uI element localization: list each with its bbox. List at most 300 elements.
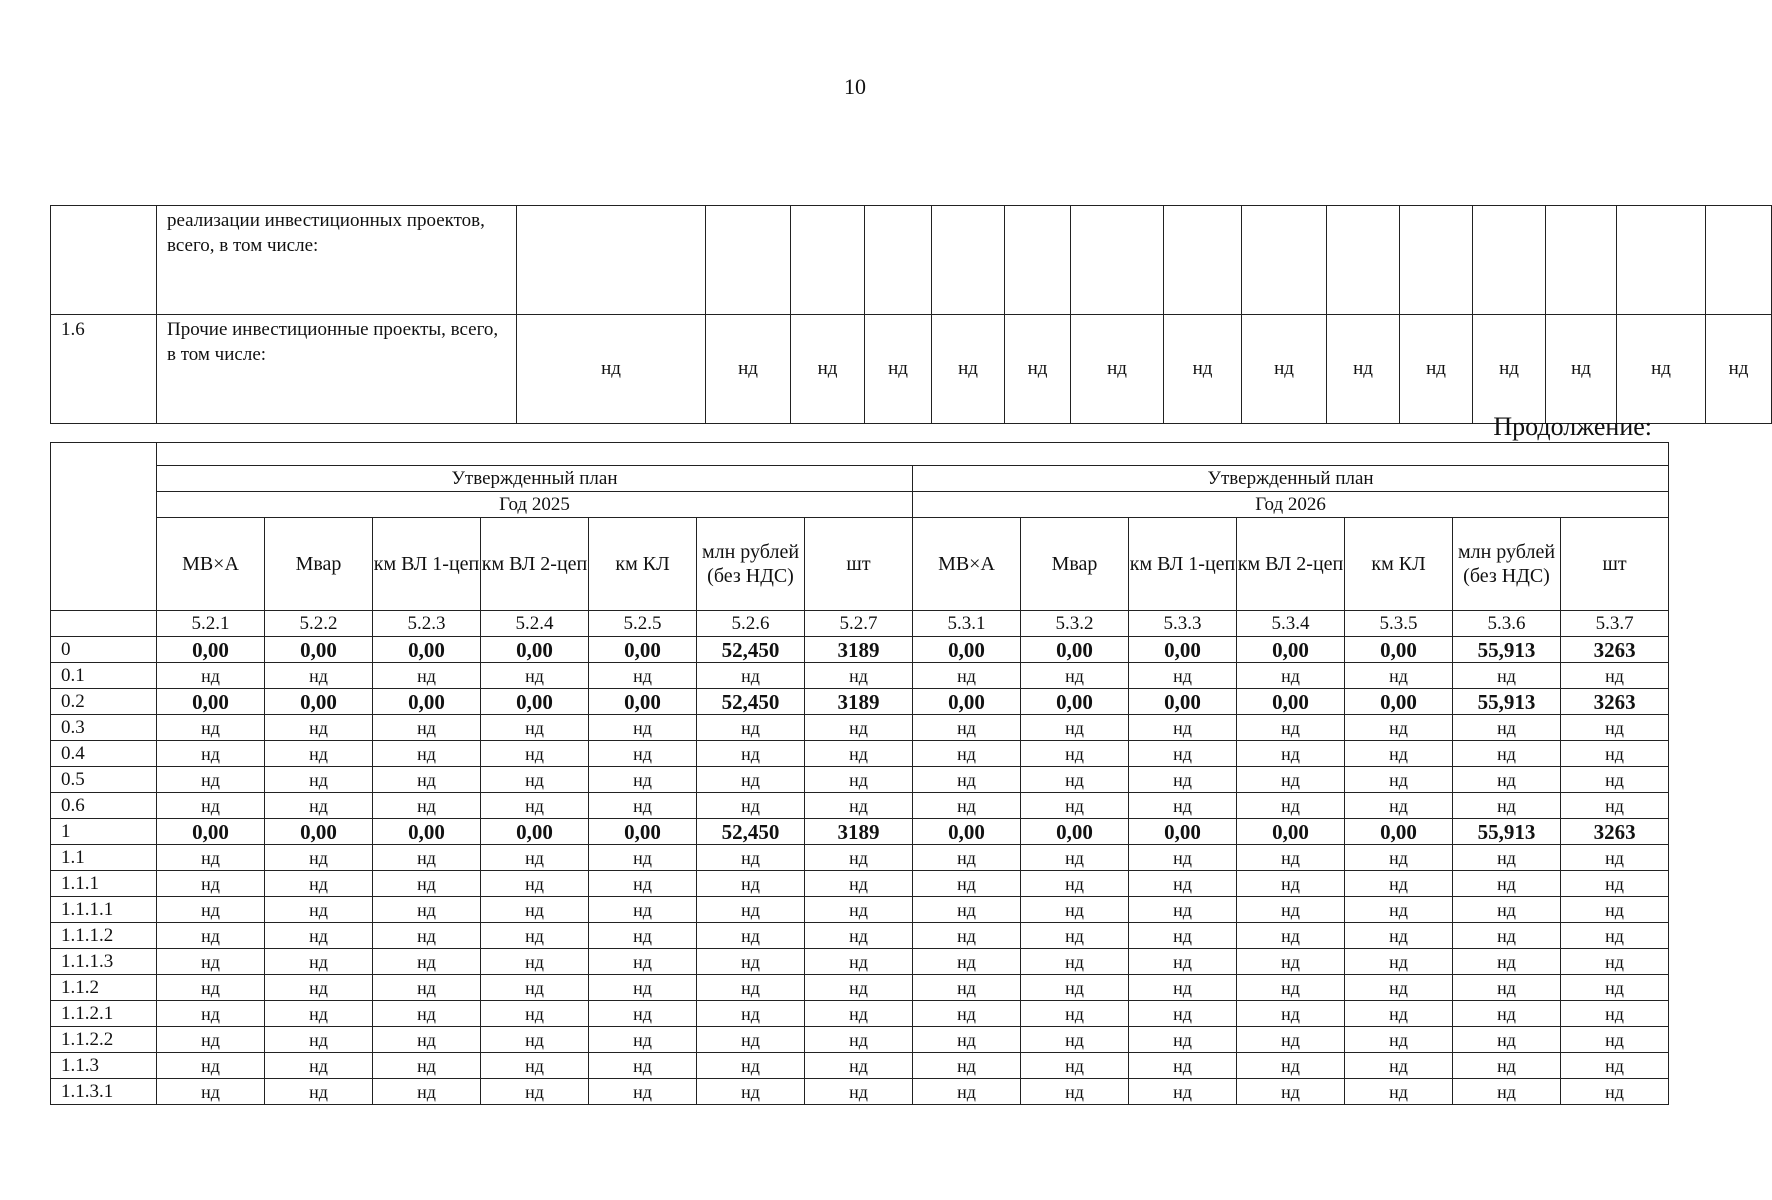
row-label: 1.1.1.2 xyxy=(51,923,157,949)
cell-value: нд xyxy=(805,1079,913,1105)
cell-value: нд xyxy=(589,1001,697,1027)
row-label: 1.1.2 xyxy=(51,975,157,1001)
top-row-value xyxy=(1617,206,1706,315)
top-row-number xyxy=(51,206,157,315)
cell-value: 0,00 xyxy=(265,637,373,663)
cell-value: 0,00 xyxy=(481,689,589,715)
table-row xyxy=(51,767,1669,793)
cell-value: нд xyxy=(1561,871,1669,897)
top-row-value xyxy=(932,206,1005,315)
cell-value: нд xyxy=(589,663,697,689)
top-row-value: нд xyxy=(1617,315,1706,424)
cell-value: нд xyxy=(913,1027,1021,1053)
row-label: 0.1 xyxy=(51,663,157,689)
cell-value: нд xyxy=(1129,845,1237,871)
cell-value: нд xyxy=(481,975,589,1001)
cell-value: нд xyxy=(1345,715,1453,741)
table-row xyxy=(51,897,1669,923)
cell-value: нд xyxy=(913,975,1021,1001)
top-row-value xyxy=(1400,206,1473,315)
cell-value: нд xyxy=(1561,845,1669,871)
cell-value: нд xyxy=(265,741,373,767)
cell-value: нд xyxy=(805,897,913,923)
cell-value: нд xyxy=(913,871,1021,897)
cell-value: нд xyxy=(697,663,805,689)
cell-value: нд xyxy=(157,949,265,975)
row-label: 1.1.2.1 xyxy=(51,1001,157,1027)
column-code: 5.2.7 xyxy=(805,611,913,637)
cell-value: нд xyxy=(913,715,1021,741)
cell-value: нд xyxy=(1345,1053,1453,1079)
cell-value: нд xyxy=(157,767,265,793)
table-row xyxy=(51,975,1669,1001)
cell-value: нд xyxy=(1129,897,1237,923)
cell-value: нд xyxy=(373,715,481,741)
top-row-value xyxy=(1164,206,1242,315)
cell-value: нд xyxy=(1129,793,1237,819)
cell-value: нд xyxy=(1345,975,1453,1001)
cell-value: нд xyxy=(913,949,1021,975)
top-row-number: 1.6 xyxy=(51,315,157,424)
cell-value: нд xyxy=(157,715,265,741)
cell-value: нд xyxy=(805,715,913,741)
table-row xyxy=(51,949,1669,975)
cell-value: нд xyxy=(265,1053,373,1079)
table-row xyxy=(51,845,1669,871)
cell-value: нд xyxy=(589,793,697,819)
column-code: 5.2.6 xyxy=(697,611,805,637)
top-row-value: нд xyxy=(1164,315,1242,424)
table-row xyxy=(51,819,1669,845)
top-row-description: реализации инвестиционных проектов, всего, в том числе: xyxy=(157,206,517,315)
top-table xyxy=(50,205,1772,424)
cell-value: нд xyxy=(589,1053,697,1079)
cell-value: нд xyxy=(1021,923,1129,949)
cell-value: нд xyxy=(1237,715,1345,741)
column-code: 5.2.1 xyxy=(157,611,265,637)
cell-value: нд xyxy=(1561,1027,1669,1053)
column-code: 5.3.7 xyxy=(1561,611,1669,637)
column-code: 5.3.6 xyxy=(1453,611,1561,637)
cell-value: 3189 xyxy=(805,819,913,845)
top-row-value: нд xyxy=(1706,315,1772,424)
cell-value: нд xyxy=(1021,741,1129,767)
cell-value: 0,00 xyxy=(1237,689,1345,715)
cell-value: нд xyxy=(1345,923,1453,949)
cell-value: нд xyxy=(697,923,805,949)
cell-value: нд xyxy=(1021,1027,1129,1053)
cell-value: 3263 xyxy=(1561,819,1669,845)
cell-value: нд xyxy=(913,897,1021,923)
cell-value: нд xyxy=(1021,975,1129,1001)
top-row-value xyxy=(1706,206,1772,315)
row-label-header xyxy=(51,443,157,611)
blank-header-cell xyxy=(157,443,1669,466)
cell-value: нд xyxy=(157,871,265,897)
cell-value: нд xyxy=(1345,845,1453,871)
cell-value: 3263 xyxy=(1561,637,1669,663)
codes-row xyxy=(51,611,1669,637)
cell-value: нд xyxy=(265,845,373,871)
cell-value: 0,00 xyxy=(1129,689,1237,715)
unit-header: км ВЛ 2-цеп xyxy=(481,518,589,611)
cell-value: нд xyxy=(373,871,481,897)
cell-value: нд xyxy=(373,923,481,949)
cell-value: 0,00 xyxy=(1345,689,1453,715)
cell-value: нд xyxy=(1453,897,1561,923)
cell-value: нд xyxy=(913,1053,1021,1079)
table-row xyxy=(51,793,1669,819)
row-label: 0.3 xyxy=(51,715,157,741)
cell-value: нд xyxy=(265,1027,373,1053)
cell-value: нд xyxy=(697,1053,805,1079)
unit-header: км ВЛ 2-цеп xyxy=(1237,518,1345,611)
cell-value: нд xyxy=(481,793,589,819)
cell-value: нд xyxy=(1129,871,1237,897)
cell-value: нд xyxy=(1453,975,1561,1001)
top-row-value xyxy=(1473,206,1546,315)
cell-value: нд xyxy=(1237,975,1345,1001)
cell-value: нд xyxy=(913,663,1021,689)
column-code: 5.2.2 xyxy=(265,611,373,637)
cell-value: нд xyxy=(373,845,481,871)
cell-value: нд xyxy=(1129,949,1237,975)
plan-header-2026: Утвержденный план xyxy=(913,466,1669,492)
cell-value: нд xyxy=(1237,793,1345,819)
top-row-value: нд xyxy=(1242,315,1327,424)
cell-value: нд xyxy=(805,923,913,949)
cell-value: нд xyxy=(805,767,913,793)
cell-value: нд xyxy=(1453,923,1561,949)
cell-value: нд xyxy=(805,871,913,897)
row-label: 0.6 xyxy=(51,793,157,819)
cell-value: нд xyxy=(157,1001,265,1027)
cell-value: нд xyxy=(1345,897,1453,923)
cell-value: 0,00 xyxy=(1129,819,1237,845)
cell-value: нд xyxy=(1453,871,1561,897)
unit-header: Мвар xyxy=(265,518,373,611)
row-label: 1.1.1.3 xyxy=(51,949,157,975)
cell-value: нд xyxy=(805,663,913,689)
column-code: 5.3.4 xyxy=(1237,611,1345,637)
cell-value: нд xyxy=(1561,1001,1669,1027)
row-label: 0.5 xyxy=(51,767,157,793)
cell-value: нд xyxy=(1345,1001,1453,1027)
cell-value: нд xyxy=(1129,767,1237,793)
top-row-value xyxy=(865,206,932,315)
cell-value: нд xyxy=(481,949,589,975)
cell-value: нд xyxy=(1237,897,1345,923)
year-header-2026: Год 2026 xyxy=(913,492,1669,518)
cell-value: 55,913 xyxy=(1453,819,1561,845)
cell-value: нд xyxy=(373,1053,481,1079)
cell-value: нд xyxy=(1129,1053,1237,1079)
column-code: 5.3.2 xyxy=(1021,611,1129,637)
page-number: 10 xyxy=(844,74,866,99)
cell-value: нд xyxy=(157,897,265,923)
cell-value: 0,00 xyxy=(373,819,481,845)
cell-value: нд xyxy=(1453,1001,1561,1027)
row-label: 0.2 xyxy=(51,689,157,715)
cell-value: нд xyxy=(589,897,697,923)
unit-header: млн рублей (без НДС) xyxy=(697,518,805,611)
cell-value: нд xyxy=(1561,715,1669,741)
cell-value: нд xyxy=(373,793,481,819)
cell-value: нд xyxy=(373,949,481,975)
cell-value: 0,00 xyxy=(157,637,265,663)
cell-value: нд xyxy=(1345,1079,1453,1105)
cell-value: нд xyxy=(1561,1079,1669,1105)
cell-value: нд xyxy=(1345,1027,1453,1053)
cell-value: нд xyxy=(481,1001,589,1027)
cell-value: нд xyxy=(589,949,697,975)
cell-value: нд xyxy=(1561,949,1669,975)
cell-value: нд xyxy=(1021,845,1129,871)
unit-header: км ВЛ 1-цеп xyxy=(1129,518,1237,611)
cell-value: нд xyxy=(373,975,481,1001)
top-row-value xyxy=(1071,206,1164,315)
cell-value: нд xyxy=(913,767,1021,793)
cell-value: нд xyxy=(589,1027,697,1053)
cell-value: нд xyxy=(1561,663,1669,689)
cell-value: нд xyxy=(1237,871,1345,897)
cell-value: нд xyxy=(265,975,373,1001)
cell-value: 0,00 xyxy=(157,689,265,715)
cell-value: нд xyxy=(1453,949,1561,975)
cell-value: нд xyxy=(265,663,373,689)
top-table-row xyxy=(51,315,1772,424)
top-row-value: нд xyxy=(1473,315,1546,424)
top-row-value xyxy=(1546,206,1617,315)
cell-value: нд xyxy=(1021,949,1129,975)
cell-value: 0,00 xyxy=(1129,637,1237,663)
top-row-value: нд xyxy=(1327,315,1400,424)
row-label: 0 xyxy=(51,637,157,663)
cell-value: нд xyxy=(1345,871,1453,897)
cell-value: нд xyxy=(481,845,589,871)
top-row-value: нд xyxy=(1546,315,1617,424)
cell-value: 3263 xyxy=(1561,689,1669,715)
cell-value: нд xyxy=(697,845,805,871)
cell-value: нд xyxy=(157,923,265,949)
top-row-value: нд xyxy=(1005,315,1071,424)
cell-value: нд xyxy=(1453,845,1561,871)
cell-value: нд xyxy=(373,1001,481,1027)
cell-value: 0,00 xyxy=(913,819,1021,845)
cell-value: 0,00 xyxy=(913,637,1021,663)
cell-value: 0,00 xyxy=(589,637,697,663)
cell-value: нд xyxy=(157,1027,265,1053)
plan-header-row xyxy=(51,466,1669,492)
cell-value: нд xyxy=(589,1079,697,1105)
cell-value: 0,00 xyxy=(373,689,481,715)
cell-value: нд xyxy=(1237,1001,1345,1027)
cell-value: 0,00 xyxy=(1237,819,1345,845)
cell-value: нд xyxy=(157,845,265,871)
cell-value: 0,00 xyxy=(481,819,589,845)
cell-value: нд xyxy=(589,767,697,793)
cell-value: нд xyxy=(805,975,913,1001)
cell-value: нд xyxy=(1129,923,1237,949)
table-row xyxy=(51,1027,1669,1053)
cell-value: нд xyxy=(1237,767,1345,793)
cell-value: 0,00 xyxy=(1345,637,1453,663)
top-row-value xyxy=(1242,206,1327,315)
cell-value: нд xyxy=(1345,767,1453,793)
row-label: 1.1.3.1 xyxy=(51,1079,157,1105)
year-header-2025: Год 2025 xyxy=(157,492,913,518)
cell-value: нд xyxy=(1561,1053,1669,1079)
cell-value: нд xyxy=(805,845,913,871)
cell-value: нд xyxy=(1021,715,1129,741)
cell-value: нд xyxy=(1237,1079,1345,1105)
cell-value: нд xyxy=(1345,949,1453,975)
cell-value: нд xyxy=(1021,1079,1129,1105)
table-row xyxy=(51,689,1669,715)
cell-value: нд xyxy=(481,871,589,897)
main-table xyxy=(50,442,1669,1105)
top-row-value: нд xyxy=(517,315,706,424)
cell-value: нд xyxy=(1021,663,1129,689)
cell-value: нд xyxy=(481,741,589,767)
unit-header: км ВЛ 1-цеп xyxy=(373,518,481,611)
cell-value: нд xyxy=(1561,897,1669,923)
cell-value: нд xyxy=(1453,715,1561,741)
cell-value: нд xyxy=(265,715,373,741)
cell-value: нд xyxy=(913,1079,1021,1105)
cell-value: 0,00 xyxy=(1021,689,1129,715)
cell-value: нд xyxy=(1561,767,1669,793)
cell-value: 0,00 xyxy=(1345,819,1453,845)
unit-header: Мвар xyxy=(1021,518,1129,611)
cell-value: нд xyxy=(697,1079,805,1105)
blank-header-row xyxy=(51,443,1669,466)
cell-value: нд xyxy=(373,663,481,689)
cell-value: нд xyxy=(589,741,697,767)
cell-value: нд xyxy=(1237,949,1345,975)
cell-value: нд xyxy=(1021,1001,1129,1027)
year-header-row xyxy=(51,492,1669,518)
cell-value: нд xyxy=(1345,663,1453,689)
cell-value: 0,00 xyxy=(1021,819,1129,845)
cell-value: нд xyxy=(1129,741,1237,767)
cell-value: нд xyxy=(157,1079,265,1105)
cell-value: нд xyxy=(481,767,589,793)
cell-value: нд xyxy=(373,897,481,923)
cell-value: нд xyxy=(1129,663,1237,689)
cell-value: нд xyxy=(697,871,805,897)
cell-value: нд xyxy=(697,975,805,1001)
cell-value: нд xyxy=(697,1001,805,1027)
cell-value: нд xyxy=(481,663,589,689)
cell-value: нд xyxy=(589,871,697,897)
cell-value: нд xyxy=(157,741,265,767)
cell-value: нд xyxy=(157,663,265,689)
row-label: 1.1 xyxy=(51,845,157,871)
cell-value: нд xyxy=(1129,1079,1237,1105)
cell-value: 0,00 xyxy=(589,689,697,715)
cell-value: нд xyxy=(1237,1027,1345,1053)
cell-value: нд xyxy=(913,923,1021,949)
cell-value: нд xyxy=(157,975,265,1001)
cell-value: нд xyxy=(265,923,373,949)
column-code: 5.2.3 xyxy=(373,611,481,637)
cell-value: нд xyxy=(1129,1027,1237,1053)
top-row-value xyxy=(706,206,791,315)
table-row xyxy=(51,637,1669,663)
cell-value: нд xyxy=(265,793,373,819)
row-label: 1 xyxy=(51,819,157,845)
cell-value: нд xyxy=(265,767,373,793)
cell-value: нд xyxy=(589,845,697,871)
cell-value: нд xyxy=(1021,1053,1129,1079)
cell-value: нд xyxy=(1561,923,1669,949)
cell-value: нд xyxy=(805,949,913,975)
cell-value: 0,00 xyxy=(265,819,373,845)
cell-value: нд xyxy=(589,715,697,741)
cell-value: нд xyxy=(1021,897,1129,923)
cell-value: нд xyxy=(373,767,481,793)
cell-value: нд xyxy=(1561,975,1669,1001)
unit-header: шт xyxy=(1561,518,1669,611)
table-row xyxy=(51,1001,1669,1027)
cell-value: 0,00 xyxy=(481,637,589,663)
cell-value: нд xyxy=(1453,741,1561,767)
row-label: 1.1.2.2 xyxy=(51,1027,157,1053)
column-code: 5.3.3 xyxy=(1129,611,1237,637)
cell-value: нд xyxy=(1453,793,1561,819)
cell-value: 3189 xyxy=(805,637,913,663)
cell-value: нд xyxy=(1453,1053,1561,1079)
cell-value: нд xyxy=(1129,1001,1237,1027)
top-row-value: нд xyxy=(1400,315,1473,424)
cell-value: нд xyxy=(1453,663,1561,689)
codes-row-label xyxy=(51,611,157,637)
cell-value: нд xyxy=(481,897,589,923)
cell-value: нд xyxy=(481,1053,589,1079)
top-row-value xyxy=(791,206,865,315)
top-row-value xyxy=(517,206,706,315)
table-row xyxy=(51,663,1669,689)
cell-value: нд xyxy=(265,871,373,897)
row-label: 1.1.1.1 xyxy=(51,897,157,923)
cell-value: нд xyxy=(1021,793,1129,819)
table-row xyxy=(51,923,1669,949)
cell-value: нд xyxy=(265,1001,373,1027)
top-row-description: Прочие инвестиционные проекты, всего, в том числе: xyxy=(157,315,517,424)
cell-value: нд xyxy=(481,1079,589,1105)
cell-value: 0,00 xyxy=(589,819,697,845)
cell-value: нд xyxy=(697,715,805,741)
cell-value: нд xyxy=(1237,741,1345,767)
cell-value: 55,913 xyxy=(1453,689,1561,715)
cell-value: нд xyxy=(589,923,697,949)
cell-value: нд xyxy=(697,1027,805,1053)
cell-value: нд xyxy=(913,845,1021,871)
plan-header-2025: Утвержденный план xyxy=(157,466,913,492)
cell-value: нд xyxy=(913,793,1021,819)
cell-value: нд xyxy=(589,975,697,1001)
cell-value: нд xyxy=(1237,923,1345,949)
cell-value: нд xyxy=(1021,767,1129,793)
cell-value: 0,00 xyxy=(373,637,481,663)
cell-value: нд xyxy=(373,741,481,767)
cell-value: 55,913 xyxy=(1453,637,1561,663)
cell-value: нд xyxy=(373,1079,481,1105)
cell-value: нд xyxy=(1129,975,1237,1001)
cell-value: нд xyxy=(157,793,265,819)
cell-value: нд xyxy=(1129,715,1237,741)
